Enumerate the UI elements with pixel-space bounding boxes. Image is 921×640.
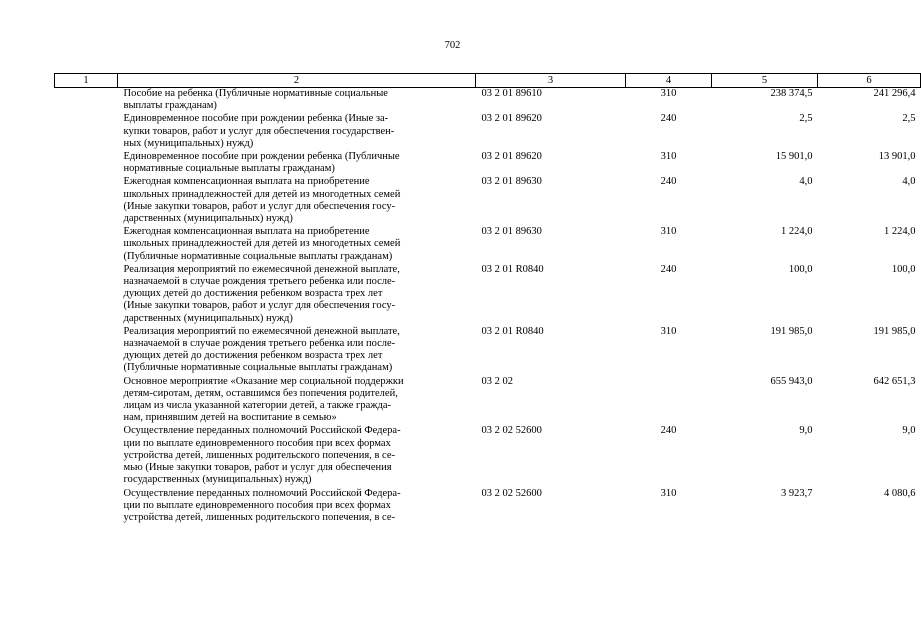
code-cell: 03 2 01 89620 (481, 151, 542, 163)
item-name-cell: Ежегодная компенсационная выплата на приобретение школьных принадлежностей для детей из многодетных семей (Публичные нормативные социальные выплаты гражданам) (123, 226, 401, 262)
amount-col5-cell: 2,5 (799, 113, 813, 125)
expense-type-cell: 310 (660, 487, 677, 499)
amount-col6-cell: 642 651,3 (873, 375, 916, 387)
table-row (55, 326, 921, 376)
code-cell: 03 2 01 89630 (481, 226, 542, 238)
amount-col5-cell: 100,0 (788, 263, 813, 275)
row-number-cell (55, 376, 118, 426)
amount-col5-cell: 238 374,5 (770, 88, 813, 99)
item-name-cell: Реализация мероприятий по ежемесячной денежной выплате, назначаемой в случае рождения третьего ребенка или после- дующих детей до достижения ребенком возраста трех лет (Иные закупки товаров, работ и услуг для обеспечения госу- дарственных (муниципальных) нужд) (123, 263, 400, 324)
table-row (55, 151, 921, 176)
expense-type-cell: 310 (660, 88, 677, 99)
code-cell: 03 2 01 89630 (481, 176, 542, 188)
table-row (55, 376, 921, 426)
code-cell: 03 2 02 52600 (481, 487, 542, 499)
table-row (55, 425, 921, 487)
table-row (55, 113, 921, 151)
header-col-1: 1 (55, 74, 118, 88)
amount-col5-cell: 1 224,0 (781, 226, 813, 238)
row-number-cell (55, 151, 118, 176)
code-cell: 03 2 01 89610 (481, 88, 542, 99)
header-col-4: 4 (626, 74, 712, 88)
code-cell: 03 2 01 R0840 (481, 325, 544, 337)
table-row (55, 176, 921, 226)
item-name-cell: Ежегодная компенсационная выплата на приобретение школьных принадлежностей для детей из многодетных семей (Иные закупки товаров, работ и услуг для обеспечения госу- дарственных (муниципальных) нужд) (123, 176, 401, 225)
code-cell: 03 2 01 R0840 (481, 263, 544, 275)
expense-type-cell: 310 (660, 325, 677, 337)
amount-col6-cell: 1 224,0 (884, 226, 916, 238)
table-row (55, 264, 921, 326)
row-number-cell (55, 326, 118, 376)
expense-type-cell: 240 (660, 113, 677, 125)
amount-col6-cell: 13 901,0 (878, 151, 916, 163)
code-cell: 03 2 01 89620 (481, 113, 542, 125)
item-name-cell: Единовременное пособие при рождении ребенка (Иные за- купки товаров, работ и услуг для обеспечения государствен- ных (муниципальных) нужд) (123, 113, 395, 149)
expense-type-cell: 240 (660, 176, 677, 188)
item-name-cell: Пособие на ребенка (Публичные нормативные социальные выплаты гражданам) (123, 88, 388, 112)
amount-col5-cell: 4,0 (799, 176, 813, 188)
amount-col5-cell: 9,0 (799, 425, 813, 437)
row-number-cell (55, 226, 118, 264)
expense-type-cell: 240 (660, 263, 677, 275)
table-row (55, 88, 921, 114)
amount-col6-cell: 2,5 (902, 113, 916, 125)
item-name-cell: Единовременное пособие при рождении ребенка (Публичные нормативные социальные выплаты гражданам) (123, 151, 400, 175)
page-number: 702 (444, 40, 461, 51)
row-number-cell (55, 264, 118, 326)
row-number-cell (55, 88, 118, 114)
table-row (55, 488, 921, 526)
row-number-cell (55, 176, 118, 226)
code-cell: 03 2 02 (481, 375, 513, 387)
code-cell: 03 2 02 52600 (481, 425, 542, 437)
budget-table (54, 73, 921, 525)
amount-col6-cell: 241 296,4 (873, 88, 916, 99)
header-row (55, 74, 921, 88)
item-name-cell: Осуществление переданных полномочий Российской Федера- ции по выплате единовременного пособия при всех формах устройства детей, лишенных родительского попечения, в се- (123, 487, 401, 523)
header-col-5: 5 (712, 74, 818, 88)
header-col-6: 6 (818, 74, 921, 88)
amount-col6-cell: 100,0 (891, 263, 916, 275)
amount-col5-cell: 3 923,7 (781, 487, 813, 499)
item-name-cell: Осуществление переданных полномочий Российской Федера- ции по выплате единовременного пособия при всех формах устройства детей, лишенных родительского попечения, в се- мью (Иные закупки товаров, работ и услуг для обеспечения государственных (муниципальных) нужд) (123, 425, 401, 486)
header-col-3: 3 (476, 74, 626, 88)
expense-type-cell (626, 376, 712, 426)
amount-col6-cell: 9,0 (902, 425, 916, 437)
expense-type-cell: 310 (660, 226, 677, 238)
row-number-cell (55, 488, 118, 526)
amount-col5-cell: 191 985,0 (770, 325, 813, 337)
expense-type-cell: 310 (660, 151, 677, 163)
amount-col5-cell: 655 943,0 (770, 375, 813, 387)
amount-col6-cell: 4,0 (902, 176, 916, 188)
amount-col5-cell: 15 901,0 (775, 151, 813, 163)
expense-type-cell: 240 (660, 425, 677, 437)
amount-col6-cell: 191 985,0 (873, 325, 916, 337)
row-number-cell (55, 113, 118, 151)
row-number-cell (55, 425, 118, 487)
header-col-2: 2 (118, 74, 476, 88)
item-name-cell: Основное мероприятие «Оказание мер социальной поддержки детям-сиротам, детям, оставшимся без попечения родителей, лицам из числа указанной категории детей, а также гражда- нам, принявшим детей на воспитание в семью» (123, 375, 404, 424)
table-row (55, 226, 921, 264)
amount-col6-cell: 4 080,6 (884, 487, 916, 499)
item-name-cell: Реализация мероприятий по ежемесячной денежной выплате, назначаемой в случае рождения третьего ребенка или после- дующих детей до достижения ребенком возраста трех лет (Публичные нормативные социальные выплаты гражданам) (123, 325, 400, 374)
